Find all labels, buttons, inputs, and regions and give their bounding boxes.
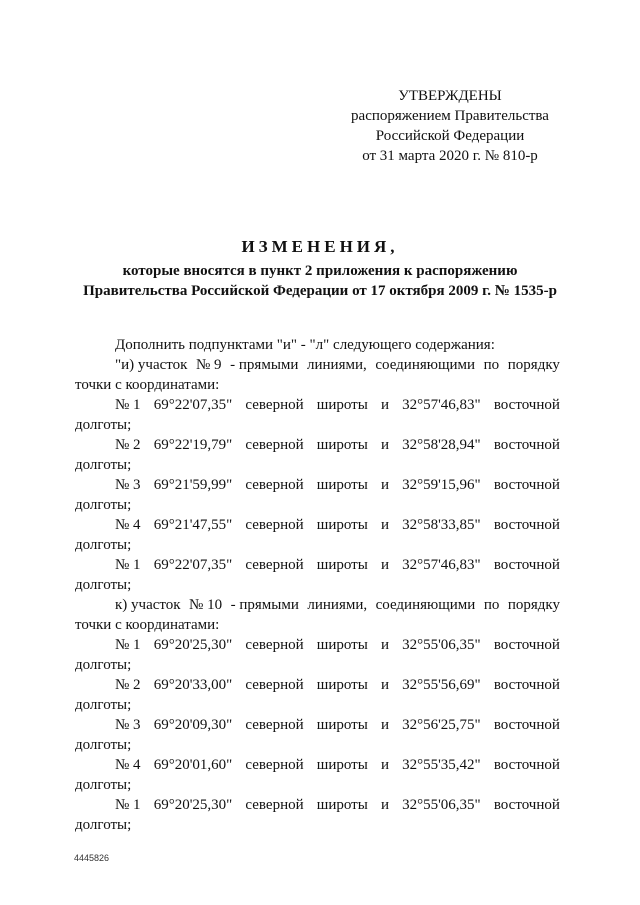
latitude: 69°21'59,99": [153, 477, 233, 493]
intro-paragraph: Дополнить подпунктами "и" - "л" следующего содержания:: [115, 337, 495, 353]
coordinate-cont: долготы;: [75, 457, 132, 473]
section: [75, 595, 560, 835]
latitude: 69°22'19,79": [153, 437, 233, 453]
coordinate-cont: долготы;: [75, 577, 132, 593]
section: [75, 355, 560, 595]
document-subtitle: [60, 261, 580, 301]
section-word: "и) участок: [115, 357, 188, 373]
section-word: по: [483, 597, 500, 613]
word: восточной: [493, 477, 560, 493]
word: северной: [245, 677, 304, 693]
point-number: № 2: [115, 437, 141, 453]
word: широты: [316, 757, 368, 773]
section-heading: [75, 355, 560, 375]
word: широты: [316, 557, 368, 573]
subtitle-line: которые вносятся в пункт 2 приложения к распоряжению: [122, 263, 518, 279]
section-word: линиями,: [307, 597, 368, 613]
word: восточной: [493, 717, 560, 733]
document-body: [75, 335, 560, 835]
approval-line: распоряжением Правительства: [351, 108, 549, 124]
word: восточной: [493, 637, 560, 653]
approval-date: от 31 марта 2020 г. № 810-р: [362, 148, 538, 164]
section-word: порядку: [507, 357, 560, 373]
coordinate-row: [75, 475, 560, 495]
section-heading: [75, 595, 560, 615]
point-number: № 4: [115, 517, 141, 533]
coordinate-row: [75, 675, 560, 695]
longitude: 32°55'35,42": [402, 757, 481, 773]
latitude: 69°20'25,30": [153, 797, 233, 813]
coordinate-row: [75, 755, 560, 775]
word: восточной: [493, 517, 560, 533]
word: восточной: [493, 437, 560, 453]
word: и: [380, 637, 389, 653]
section-heading-cont: точки с координатами:: [75, 617, 220, 633]
coordinate-cont: долготы;: [75, 497, 132, 513]
word: северной: [245, 557, 304, 573]
word: северной: [245, 437, 304, 453]
section-word: порядку: [507, 597, 560, 613]
section-word: линиями,: [307, 357, 367, 373]
section-word: по: [483, 357, 500, 373]
coordinate-cont: долготы;: [75, 697, 132, 713]
point-number: № 1: [115, 557, 141, 573]
section-word: - прямыми: [230, 597, 299, 613]
word: и: [380, 437, 389, 453]
coordinate-row: [75, 555, 560, 575]
document-code: 4445826: [74, 853, 110, 863]
coordinate-row: [75, 435, 560, 455]
latitude: 69°21'47,55": [153, 517, 233, 533]
word: и: [380, 717, 389, 733]
approval-heading: УТВЕРЖДЕНЫ: [398, 88, 502, 104]
coordinate-row: [75, 635, 560, 655]
coordinate-row: [75, 515, 560, 535]
word: северной: [245, 757, 304, 773]
point-number: № 4: [115, 757, 141, 773]
point-number: № 1: [115, 797, 141, 813]
longitude: 32°57'46,83": [402, 557, 481, 573]
longitude: 32°56'25,75": [402, 717, 481, 733]
word: восточной: [493, 757, 560, 773]
point-number: № 3: [115, 717, 141, 733]
word: широты: [316, 717, 368, 733]
longitude: 32°59'15,96": [402, 477, 481, 493]
latitude: 69°20'09,30": [153, 717, 233, 733]
word: восточной: [493, 397, 560, 413]
coordinate-row: [75, 795, 560, 815]
latitude: 69°22'07,35": [153, 557, 233, 573]
coordinate-cont: долготы;: [75, 817, 132, 833]
section-word: - прямыми: [230, 357, 299, 373]
latitude: 69°20'33,00": [153, 677, 233, 693]
approval-block: [340, 86, 560, 166]
coordinate-cont: долготы;: [75, 417, 132, 433]
coordinate-cont: долготы;: [75, 537, 132, 553]
latitude: 69°20'01,60": [153, 757, 233, 773]
point-number: № 3: [115, 477, 141, 493]
section-word: соединяющими: [375, 357, 476, 373]
approval-line: Российской Федерации: [375, 128, 525, 144]
longitude: 32°58'33,85": [402, 517, 481, 533]
word: северной: [245, 797, 304, 813]
word: широты: [316, 477, 368, 493]
word: северной: [245, 717, 304, 733]
point-number: № 1: [115, 637, 141, 653]
word: восточной: [493, 797, 560, 813]
word: широты: [316, 677, 368, 693]
word: северной: [245, 637, 304, 653]
word: и: [380, 477, 389, 493]
word: и: [380, 397, 389, 413]
word: и: [380, 517, 389, 533]
section-word: к) участок: [115, 597, 181, 613]
word: широты: [316, 637, 368, 653]
coordinate-row: [75, 715, 560, 735]
section-number: № 10: [189, 597, 223, 613]
section-word: соединяющими: [375, 597, 476, 613]
coordinate-cont: долготы;: [75, 657, 132, 673]
word: широты: [316, 517, 368, 533]
word: и: [380, 757, 389, 773]
section-heading-cont: точки с координатами:: [75, 377, 220, 393]
longitude: 32°58'28,94": [402, 437, 481, 453]
word: широты: [316, 797, 368, 813]
word: и: [380, 797, 389, 813]
word: и: [380, 677, 389, 693]
longitude: 32°55'56,69": [402, 677, 481, 693]
word: северной: [245, 477, 304, 493]
subtitle-line: Правительства Российской Федерации от 17 октября 2009 г. № 1535-р: [83, 283, 557, 299]
word: северной: [245, 397, 304, 413]
word: восточной: [493, 557, 560, 573]
word: и: [380, 557, 389, 573]
coordinate-cont: долготы;: [75, 777, 132, 793]
longitude: 32°55'06,35": [402, 797, 481, 813]
point-number: № 2: [115, 677, 141, 693]
word: северной: [245, 517, 304, 533]
coordinate-row: [75, 395, 560, 415]
word: широты: [316, 397, 368, 413]
word: восточной: [493, 677, 560, 693]
section-number: № 9: [196, 357, 222, 373]
coordinate-cont: долготы;: [75, 737, 132, 753]
longitude: 32°55'06,35": [402, 637, 481, 653]
latitude: 69°20'25,30": [153, 637, 233, 653]
latitude: 69°22'07,35": [153, 397, 233, 413]
point-number: № 1: [115, 397, 141, 413]
document-title: ИЗМЕНЕНИЯ,: [241, 237, 399, 256]
longitude: 32°57'46,83": [402, 397, 481, 413]
word: широты: [316, 437, 368, 453]
